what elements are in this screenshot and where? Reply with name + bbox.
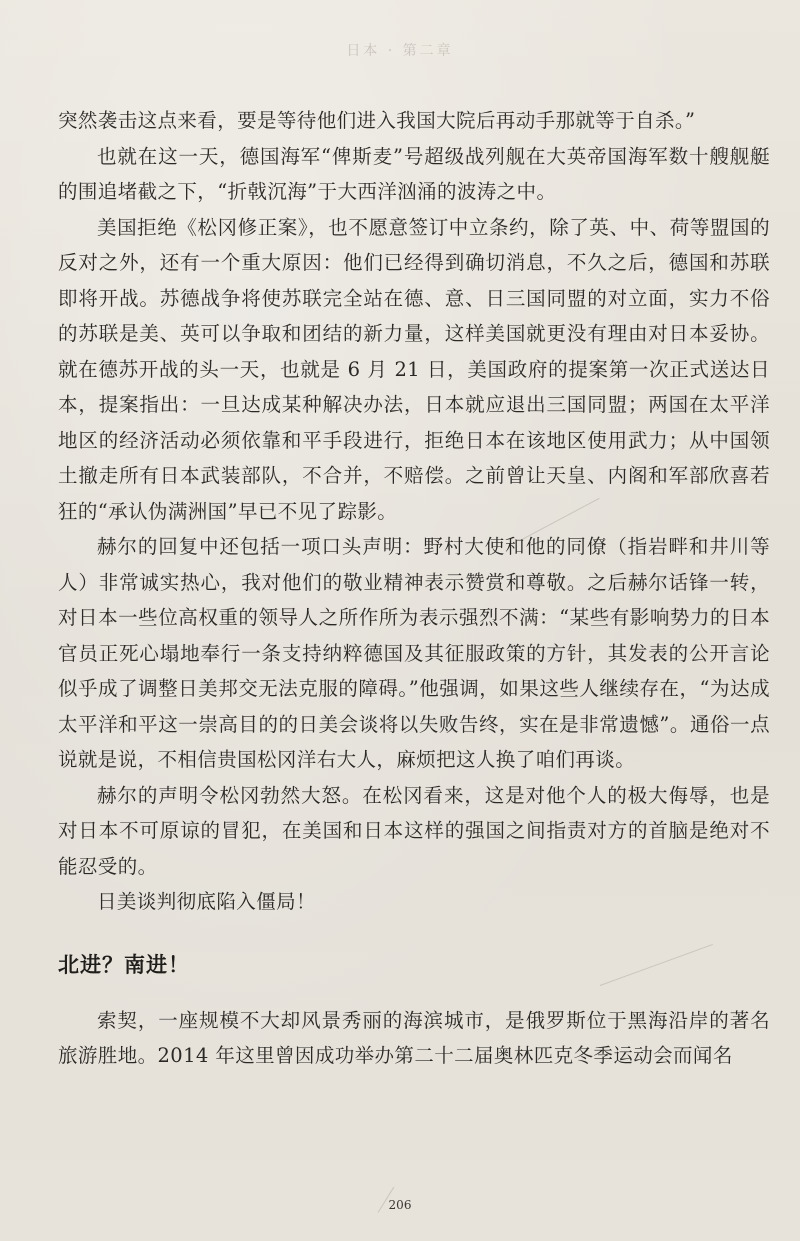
section-paragraph: 索契，一座规模不大却风景秀丽的海滨城市，是俄罗斯位于黑海沿岸的著名旅游胜地。2014 年这里曾因成功举办第二十二届奥林匹克冬季运动会而闻名 bbox=[58, 1008, 770, 1067]
page-number: 206 bbox=[388, 1198, 412, 1212]
paragraph-4: 赫尔的回复中还包括一项口头声明：野村大使和他的同僚（指岩畔和井川等人）非常诚实热心，我对他们的敬业精神表示赞赏和尊敬。之后赫尔话锋一转，对日本一些位高权重的领导人之所作所为表示强烈不满：“某些有影响势力的日本官员正死心塌地奉行一条支持纳粹德国及其征服政策的方针，其发表的公开言论似乎成了调整日美邦交无法克服的障碍。”他强调，如果这些人继续存在，“为达成太平洋和平这一崇高目的的日美会谈将以失败告终，实在是非常遗憾”。通俗一点说就是说，不相信贵国松冈洋右大人，麻烦把这人换了咱们再谈。 bbox=[58, 535, 770, 771]
section-heading: 北进？南进！ bbox=[58, 952, 190, 977]
paragraph-1: 突然袭击这点来看，要是等待他们进入我国大院后再动手那就等于自杀。” bbox=[58, 109, 696, 132]
paragraph-5: 赫尔的声明令松冈勃然大怒。在松冈看来，这是对他个人的极大侮辱，也是对日本不可原谅的冒犯，在美国和日本这样的强国之间指责对方的首脑是绝对不能忍受的。 bbox=[58, 783, 770, 878]
page-body bbox=[58, 103, 770, 1074]
paragraph-3: 美国拒绝《松冈修正案》，也不愿意签订中立条约，除了英、中、荷等盟国的反对之外，还有一个重大原因：他们已经得到确切消息，不久之后，德国和苏联即将开战。苏德战争将使苏联完全站在德、意、日三国同盟的对立面，实力不俗的苏联是美、英可以争取和团结的新力量，这样美国就更没有理由对日本妥协。就在德苏开战的头一天，也就是 6 月 21 日，美国政府的提案第一次正式送达日本，提案指出：一旦达成某种解决办法，日本就应退出三国同盟；两国在太平洋地区的经济活动必须依靠和平手段进行，拒绝日本在该地区使用武力；从中国领土撤走所有日本武装部队，不合并，不赔偿。之前曾让天皇、内阁和军部欣喜若狂的“承认伪满洲国”早已不见了踪影。 bbox=[58, 215, 770, 523]
paragraph-2: 也就在这一天，德国海军“俾斯麦”号超级战列舰在大英帝国海军数十艘舰艇的围追堵截之下，“折戟沉海”于大西洋汹涌的波涛之中。 bbox=[58, 144, 770, 203]
paragraph-6: 日美谈判彻底陷入僵局！ bbox=[97, 890, 316, 913]
bleed-through-header: 日本 · 第二章 bbox=[346, 43, 454, 59]
